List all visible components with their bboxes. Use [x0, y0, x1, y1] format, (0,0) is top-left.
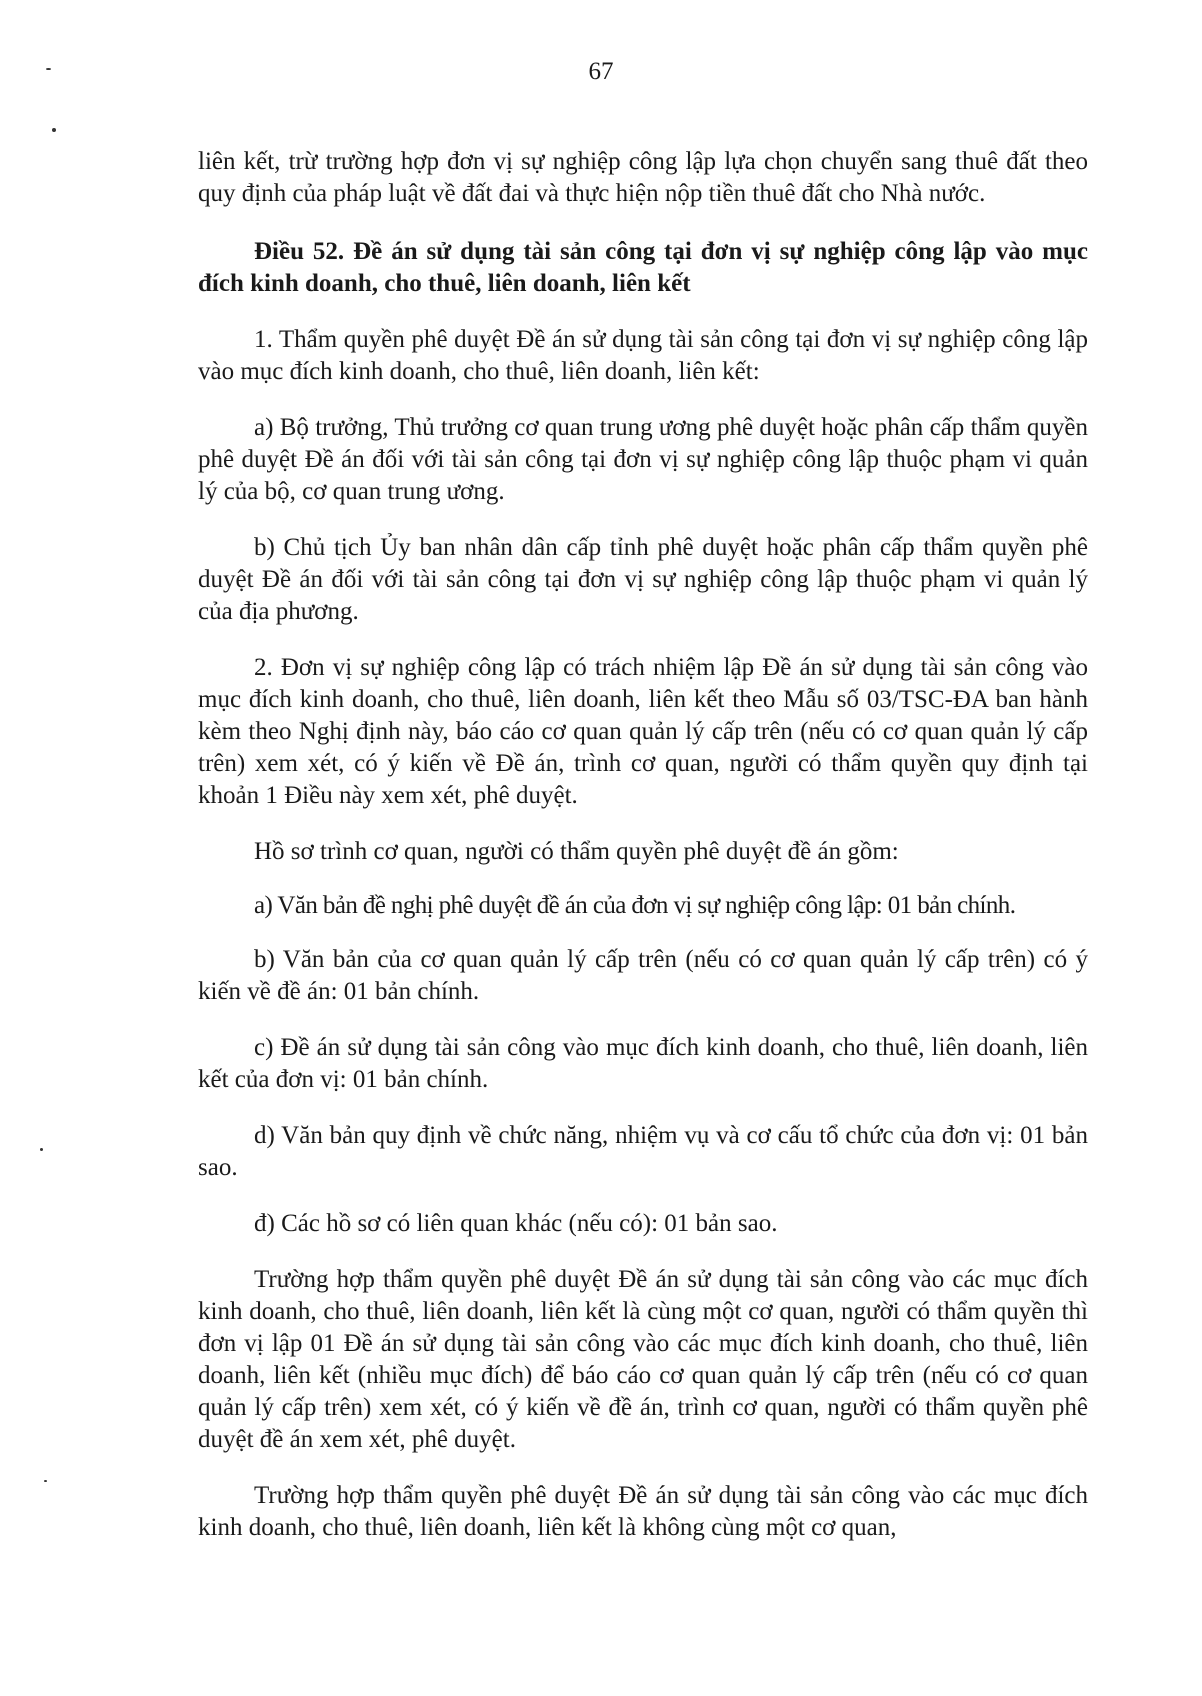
- paragraph-clause-1a: a) Bộ trưởng, Thủ trưởng cơ quan trung ương phê duyệt hoặc phân cấp thẩm quyền phê duyệt Đề án đối với tài sản công tại đơn vị sự nghiệp công lập thuộc phạm vi quản lý của bộ, cơ quan trung ương.: [198, 414, 1088, 505]
- paragraph-clause-1b: b) Chủ tịch Ủy ban nhân dân cấp tỉnh phê duyệt hoặc phân cấp thẩm quyền phê duyệt Đề án đối với tài sản công tại đơn vị sự nghiệp công lập thuộc phạm vi quản lý của địa phương.: [198, 534, 1088, 625]
- dossier-item-b: b) Văn bản của cơ quan quản lý cấp trên (nếu có cơ quan quản lý cấp trên) có ý kiến về đề án: 01 bản chính.: [198, 946, 1088, 1005]
- page-number: 67: [588, 58, 614, 85]
- dossier-item-c: c) Đề án sử dụng tài sản công vào mục đích kinh doanh, cho thuê, liên doanh, liên kết của đơn vị: 01 bản chính.: [198, 1034, 1088, 1093]
- paragraph-clause-2: 2. Đơn vị sự nghiệp công lập có trách nhiệm lập Đề án sử dụng tài sản công vào mục đích kinh doanh, cho thuê, liên doanh, liên kết theo Mẫu số 03/TSC-ĐA ban hành kèm theo Nghị định này, báo cáo cơ quan quản lý cấp trên (nếu có cơ quan quản lý cấp trên) xem xét, có ý kiến về Đề án, trình cơ quan, người có thẩm quyền quy định tại khoản 1 Điều này xem xét, phê duyệt.: [198, 654, 1088, 809]
- scan-speck: [40, 1148, 43, 1151]
- document-body: [198, 146, 1088, 1544]
- scan-speck: [44, 1480, 47, 1482]
- dossier-item-a: a) Văn bản đề nghị phê duyệt đề án của đơn vị sự nghiệp công lập: 01 bản chính.: [254, 892, 1016, 919]
- paragraph-dossier-intro: Hồ sơ trình cơ quan, người có thẩm quyền phê duyệt đề án gồm:: [254, 838, 899, 865]
- paragraph-clause-1: 1. Thẩm quyền phê duyệt Đề án sử dụng tài sản công tại đơn vị sự nghiệp công lập vào mục đích kinh doanh, cho thuê, liên doanh, liên kết:: [198, 326, 1088, 385]
- paragraph-case-same-authority: Trường hợp thẩm quyền phê duyệt Đề án sử dụng tài sản công vào các mục đích kinh doanh, cho thuê, liên doanh, liên kết là cùng một cơ quan, người có thẩm quyền thì đơn vị lập 01 Đề án sử dụng tài sản công vào các mục đích kinh doanh, cho thuê, liên doanh, liên kết (nhiều mục đích) để báo cáo cơ quan quản lý cấp trên (nếu có cơ quan quản lý cấp trên) xem xét, có ý kiến về đề án, trình cơ quan, người có thẩm quyền phê duyệt đề án xem xét, phê duyệt.: [198, 1266, 1088, 1453]
- paragraph-case-different-authority: Trường hợp thẩm quyền phê duyệt Đề án sử dụng tài sản công vào các mục đích kinh doanh, cho thuê, liên doanh, liên kết là không cùng một cơ quan,: [198, 1482, 1088, 1541]
- article-heading: Điều 52. Đề án sử dụng tài sản công tại đơn vị sự nghiệp công lập vào mục đích kinh doanh, cho thuê, liên doanh, liên kết: [198, 238, 1088, 297]
- dossier-item-d: d) Văn bản quy định về chức năng, nhiệm vụ và cơ cấu tổ chức của đơn vị: 01 bản sao.: [198, 1122, 1088, 1181]
- scan-speck: [46, 68, 51, 70]
- dossier-item-dd: đ) Các hồ sơ có liên quan khác (nếu có): 01 bản sao.: [254, 1210, 778, 1237]
- scan-speck: [52, 128, 56, 132]
- paragraph-continuation: liên kết, trừ trường hợp đơn vị sự nghiệp công lập lựa chọn chuyển sang thuê đất theo quy định của pháp luật về đất đai và thực hiện nộp tiền thuê đất cho Nhà nước.: [198, 148, 1088, 207]
